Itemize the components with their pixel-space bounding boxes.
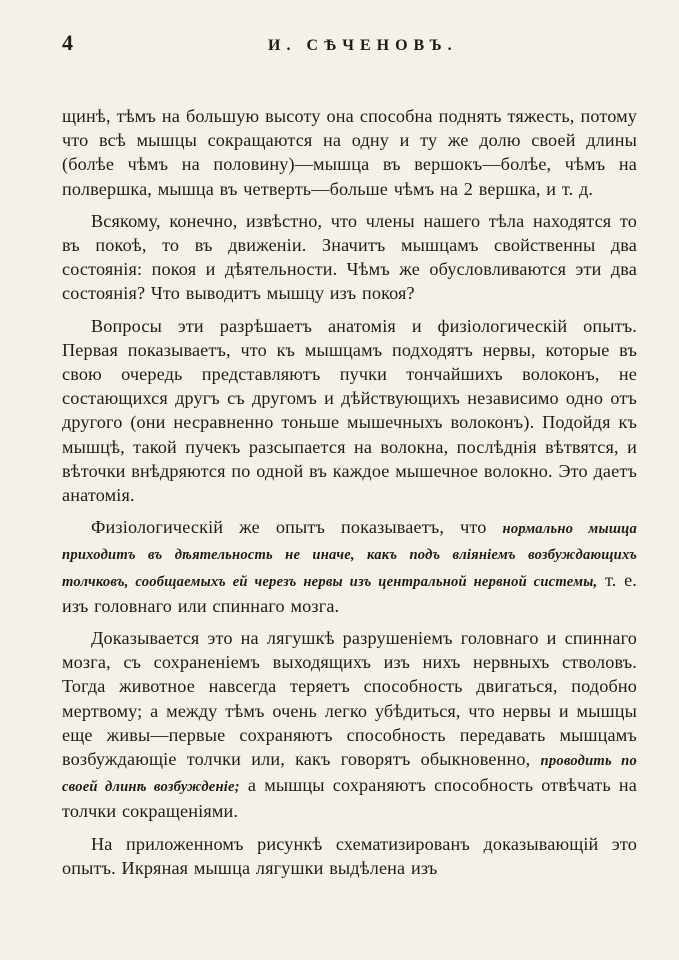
paragraph-3-text: Вопросы эти разрѣшаетъ анатомія и физіологическій опытъ. Первая показываетъ, что къ мышцамъ подходятъ нервы, которые въ свою очередь представляютъ пучки тончайшихъ волоконъ, не состающихся другъ съ другомъ и дѣйствующихъ независимо одно отъ другого (они несравненно тоньше мышечныхъ волоконъ). Подойдя къ мышцѣ, такой пучекъ разсыпается на волокна, послѣднія вѣтвятся, и вѣточки внѣдряются по одной въ каждое мышечное волокно. Это даетъ анатомія. <box>62 315 637 506</box>
paragraph-1 <box>62 104 637 201</box>
paragraph-1-text: щинѣ, тѣмъ на большую высоту она способна поднять тяжесть, потому что всѣ мышцы сокращаются на одну и ту же долю своей длины (болѣе чѣмъ на половину)—мышца въ вершокъ—болѣе, чѣмъ на полвершка, мышца въ четверть—больше чѣмъ на 2 вершка, и т. д. <box>62 106 637 199</box>
paragraph-3 <box>62 314 637 508</box>
paragraph-4-text-b: т. е. изъ головнаго или спиннаго мозга. <box>62 569 637 616</box>
paragraph-4 <box>62 515 637 618</box>
paragraph-5-emphasis: проводить по своей длинѣ возбужденіе; <box>62 753 637 796</box>
page-number: 4 <box>62 30 73 55</box>
paragraph-5-text-b: а мышцы сохраняютъ способность отвѣчать на толчки сокращеніями. <box>62 775 637 822</box>
body-text <box>62 104 637 880</box>
paragraph-4-emphasis: нормально мышца приходитъ въ дѣятельность не иначе, какъ подъ вліяніемъ возбуждающихъ толчковъ, сообщаемыхъ ей черезъ нервы изъ центральной нервной системы, <box>62 521 637 590</box>
paragraph-6 <box>62 832 637 880</box>
paragraph-5 <box>62 626 637 824</box>
paragraph-4-text-a: Физіологическій же опытъ показываетъ, что <box>91 517 503 538</box>
paragraph-6-text: На приложенномъ рисункѣ схематизированъ доказывающій это опытъ. Икряная мышца лягушки выдѣлена изъ <box>62 833 637 878</box>
paragraph-5-text-a: Доказывается это на лягушкѣ разрушеніемъ головнаго и спиннаго мозга, съ сохраненіемъ выходящихъ изъ нихъ нервныхъ стволовъ. Тогда животное навсегда теряетъ способность двигаться, подобно мертвому; а между тѣмъ очень легко убѣдиться, что нервы и мышцы еще живы—первые сохраняютъ способность передавать мышцамъ возбуждающіе толчки или, какъ говорятъ обыкновенно, <box>62 628 637 770</box>
paragraph-2 <box>62 209 637 306</box>
running-title: И. СѢЧЕНОВЪ. <box>268 37 458 54</box>
paragraph-2-text: Всякому, конечно, извѣстно, что члены нашего тѣла находятся то въ покоѣ, то въ движеніи. Значитъ мышцамъ свойственны два состоянія: покоя и дѣятельности. Чѣмъ же обусловливаются эти два состоянія? Что выводитъ мышцу изъ покоя? <box>62 210 637 304</box>
running-head <box>62 30 637 68</box>
